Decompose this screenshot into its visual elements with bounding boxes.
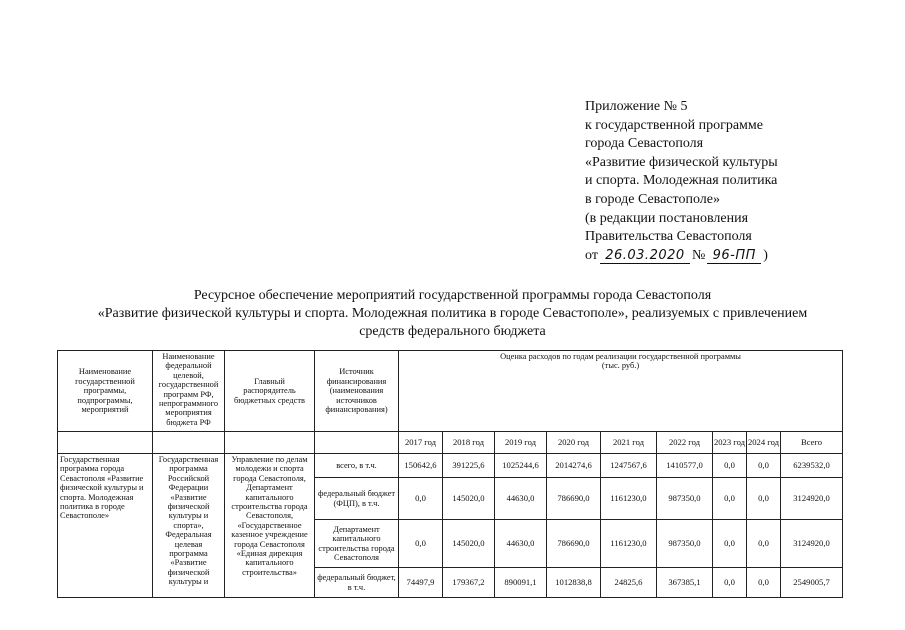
year-header: 2022 год xyxy=(657,432,713,454)
estimate-title: Оценка расходов по годам реализации государственной программы xyxy=(500,352,741,361)
table-row xyxy=(58,454,843,478)
source-name: всего, в т.ч. xyxy=(315,454,399,478)
appendix-line: Правительства Севастополя xyxy=(585,229,752,245)
total-header: Всего xyxy=(781,432,843,454)
value-cell: 74497,9 xyxy=(399,568,443,598)
value-cell: 0,0 xyxy=(747,520,781,568)
value-cell: 0,0 xyxy=(713,478,747,520)
empty-cell xyxy=(153,432,225,454)
value-cell: 0,0 xyxy=(399,520,443,568)
header-row xyxy=(58,351,843,432)
value-cell: 44630,0 xyxy=(495,478,547,520)
handwritten-date: 26.03.2020 xyxy=(600,249,690,264)
header-program: Наименование государственной программы, подпрограммы, мероприятий xyxy=(58,351,153,432)
value-cell: 0,0 xyxy=(713,568,747,598)
year-header: 2017 год xyxy=(399,432,443,454)
value-cell: 145020,0 xyxy=(443,520,495,568)
total-cell: 3124920,0 xyxy=(781,520,843,568)
value-cell: 1410577,0 xyxy=(657,454,713,478)
value-cell: 1247567,6 xyxy=(601,454,657,478)
value-cell: 1025244,6 xyxy=(495,454,547,478)
value-cell: 0,0 xyxy=(399,478,443,520)
value-cell: 987350,0 xyxy=(657,478,713,520)
year-header: 2021 год xyxy=(601,432,657,454)
empty-cell xyxy=(225,432,315,454)
value-cell: 0,0 xyxy=(713,520,747,568)
appendix-line: Приложение № 5 xyxy=(585,99,688,114)
value-cell: 1161230,0 xyxy=(601,520,657,568)
appendix-signature-line xyxy=(585,247,885,266)
value-cell: 0,0 xyxy=(747,478,781,520)
appendix-line: города Севастополя xyxy=(585,136,704,152)
value-cell: 44630,0 xyxy=(495,520,547,568)
value-cell: 786690,0 xyxy=(547,478,601,520)
value-cell: 786690,0 xyxy=(547,520,601,568)
empty-cell xyxy=(315,432,399,454)
federal-program-name: Государственная программа Российской Федерации «Развитие физической культуры и спорта», Федеральная целевая программа «Развитие физической культуры и xyxy=(153,454,225,598)
value-cell: 150642,6 xyxy=(399,454,443,478)
year-header: 2024 год xyxy=(747,432,781,454)
value-cell: 0,0 xyxy=(747,454,781,478)
year-header: 2018 год xyxy=(443,432,495,454)
close-paren: ) xyxy=(763,247,768,263)
value-cell: 2014274,6 xyxy=(547,454,601,478)
value-cell: 0,0 xyxy=(747,568,781,598)
value-cell: 145020,0 xyxy=(443,478,495,520)
value-cell: 987350,0 xyxy=(657,520,713,568)
header-federal-program: Наименование федеральной целевой, государственной программ РФ, непрограммного мероприятия бюджета РФ xyxy=(153,351,225,432)
source-name: Департамент капитального строительства города Севастополя xyxy=(315,520,399,568)
value-cell: 1161230,0 xyxy=(601,478,657,520)
source-name: федеральный бюджет, в т.ч. xyxy=(315,568,399,598)
total-cell: 3124920,0 xyxy=(781,478,843,520)
resource-table xyxy=(57,350,843,598)
distributor-name: Управление по делам молодежи и спорта города Севастополя, Департамент капитального строительства города Севастополя, «Государственное казенное учреждение города Севастополя «Единая дирекция капитального строительства» xyxy=(225,454,315,598)
value-cell: 890091,1 xyxy=(495,568,547,598)
total-cell: 2549005,7 xyxy=(781,568,843,598)
appendix-line: в городе Севастополе» xyxy=(585,191,720,207)
appendix-line: (в редакции постановления xyxy=(585,210,749,226)
handwritten-number: 96-ПП xyxy=(707,249,761,264)
value-cell: 0,0 xyxy=(713,454,747,478)
header-distributor: Главный распорядитель бюджетных средств xyxy=(225,351,315,432)
value-cell: 367385,1 xyxy=(657,568,713,598)
title-line: «Развитие физической культуры и спорта. Молодежная политика в городе Севастополе», реализуемых с привлечением xyxy=(97,306,808,321)
header-source: Источник финансирования (наименования источников финансирования) xyxy=(315,351,399,432)
source-name: федеральный бюджет (ФЦП), в т.ч. xyxy=(315,478,399,520)
title-line: средств федерального бюджета xyxy=(359,324,546,339)
appendix-line: к государственной программе xyxy=(585,117,763,133)
year-header: 2023 год xyxy=(713,432,747,454)
from-label: от xyxy=(585,247,598,263)
value-cell: 179367,2 xyxy=(443,568,495,598)
title-line: Ресурсное обеспечение мероприятий государственной программы города Севастополя xyxy=(193,288,712,303)
header-estimate xyxy=(399,351,843,432)
appendix-line: «Развитие физической культуры xyxy=(585,154,778,170)
year-header: 2019 год xyxy=(495,432,547,454)
value-cell: 1012838,8 xyxy=(547,568,601,598)
appendix-block xyxy=(585,98,885,265)
years-row xyxy=(58,432,843,454)
total-cell: 6239532,0 xyxy=(781,454,843,478)
appendix-line: и спорта. Молодежная политика xyxy=(585,173,778,189)
value-cell: 391225,6 xyxy=(443,454,495,478)
program-name: Государственная программа города Севастополя «Развитие физической культуры и спорта. Молодежная политика в городе Севастополе» xyxy=(58,454,153,598)
empty-cell xyxy=(58,432,153,454)
document-title xyxy=(20,287,885,341)
estimate-unit: (тыс. руб.) xyxy=(601,361,640,371)
year-header: 2020 год xyxy=(547,432,601,454)
value-cell: 24825,6 xyxy=(601,568,657,598)
number-label: № xyxy=(691,247,706,263)
